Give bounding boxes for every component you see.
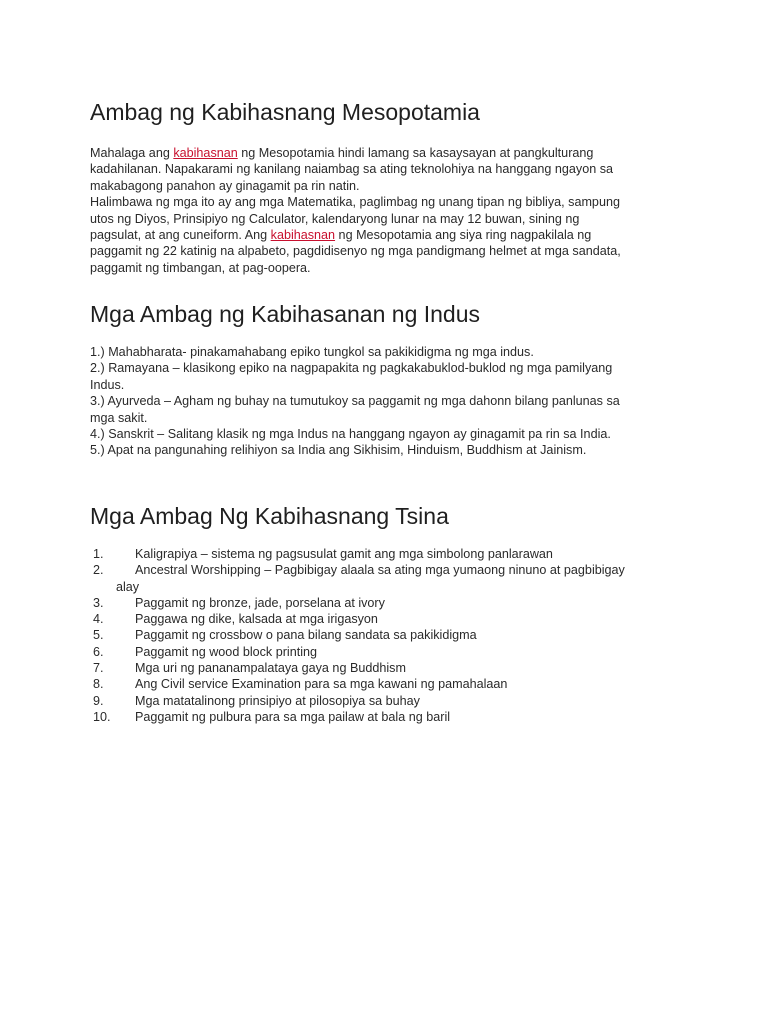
text-segment: ng Mesopotamia hindi lamang sa kasaysayan at pangkulturang (237, 146, 594, 160)
text-segment: Mahalaga ang (90, 146, 174, 160)
text-line (90, 227, 678, 243)
list-item (90, 676, 690, 692)
text-line: paggamit ng timbangan, at pag-oopera. (90, 260, 311, 275)
list-item (90, 546, 690, 562)
list-text: Kaligrapiya – sistema ng pagsusulat gamit ang mga simbolong panlarawan (135, 547, 553, 561)
list-text: Paggamit ng crossbow o pana bilang sandata sa pakikidigma (135, 628, 477, 643)
list-number: 4. (93, 612, 104, 627)
text-line: utos ng Diyos, Prinsipiyo ng Calculator, kalendaryong lunar na may 12 buwan, sining ng (90, 211, 580, 226)
list-text: Ang Civil service Examination para sa mga kawani ng pamahalaan (135, 677, 508, 692)
kabihasnan-link[interactable]: kabihasnan (173, 146, 238, 160)
list-item (90, 595, 690, 611)
list-number: 5. (93, 628, 104, 643)
heading-tsina: Mga Ambag Ng Kabihasnang Tsina (90, 503, 449, 529)
list-item (90, 562, 690, 595)
list-number: 8. (93, 677, 104, 692)
list-text: Paggamit ng bronze, jade, porselana at ivory (135, 595, 385, 610)
text-line: mga sakit. (90, 410, 148, 425)
list-number: 10. (93, 709, 111, 724)
list-text: Mga uri ng pananampalataya gaya ng Buddhism (135, 661, 406, 676)
text-line: Indus. (90, 377, 125, 392)
heading-indus: Mga Ambag ng Kabihasanan ng Indus (90, 301, 481, 327)
text-line: Halimbawa ng mga ito ay ang mga Matematika, paglimbag ng unang tipan ng bibliya, sampung (90, 195, 620, 210)
list-number: 7. (93, 661, 104, 676)
list-item (90, 693, 690, 709)
text-line: 5.) Apat na pangunahing relihiyon sa India ang Sikhisim, Hinduism, Buddhism at Jainism. (90, 443, 587, 458)
list-number: 9. (93, 693, 104, 708)
paragraph-mesopotamia (90, 145, 678, 276)
list-text: Paggamit ng pulbura para sa mga pailaw at bala ng baril (135, 709, 451, 724)
text-line: 1.) Mahabharata- pinakamahabang epiko tungkol sa pakikidigma ng mga indus. (90, 345, 534, 359)
list-text: Paggamit ng wood block printing (135, 644, 318, 659)
list-item (90, 709, 690, 725)
list-number: 3. (93, 595, 104, 610)
list-text: Mga matatalinong prinsipiyo at pilosopiya sa buhay (135, 693, 420, 708)
tsina-list (90, 546, 690, 725)
kabihasnan-link[interactable]: kabihasnan (270, 228, 336, 243)
text-line: 3.) Ayurveda – Agham ng buhay na tumutukoy sa paggamit ng mga dahonn bilang panlunas sa (90, 394, 620, 409)
list-number: 2. (93, 563, 104, 578)
list-item (90, 644, 690, 660)
text-line: kadahilanan. Napakarami ng kanilang naiambag sa ating teknolohiya na hanggang ngayon sa (90, 162, 614, 177)
list-text: Paggawa ng dike, kalsada at mga irigasyon (135, 612, 378, 627)
text-line (90, 145, 678, 161)
text-line: 2.) Ramayana – klasikong epiko na nagpapakita ng pagkakabuklod-buklod ng mga pamilyang (90, 361, 613, 376)
text-segment: ng Mesopotamia ang siya ring nagpakilala ng (335, 228, 592, 243)
list-text-continuation: alay (116, 579, 140, 594)
text-segment: pagsulat, at ang cuneiform. Ang (90, 228, 271, 243)
text-line: makabagong panahon ay ginagamit pa rin natin. (90, 178, 360, 193)
heading-mesopotamia: Ambag ng Kabihasnang Mesopotamia (90, 99, 480, 125)
list-item (90, 660, 690, 676)
paragraph-indus (90, 344, 678, 459)
text-line: 4.) Sanskrit – Salitang klasik ng mga Indus na hanggang ngayon ay ginagamit pa rin sa India. (90, 427, 611, 442)
list-number: 6. (93, 644, 104, 659)
list-item (90, 627, 690, 643)
list-text: Ancestral Worshipping – Pagbibigay alaala sa ating mga yumaong ninuno at pagbibigay (135, 563, 625, 578)
list-number: 1. (93, 547, 104, 561)
text-line: paggamit ng 22 katinig na alpabeto, pagdidisenyo ng mga pandigmang helmet at mga sandata, (90, 244, 621, 259)
list-item (90, 611, 690, 627)
